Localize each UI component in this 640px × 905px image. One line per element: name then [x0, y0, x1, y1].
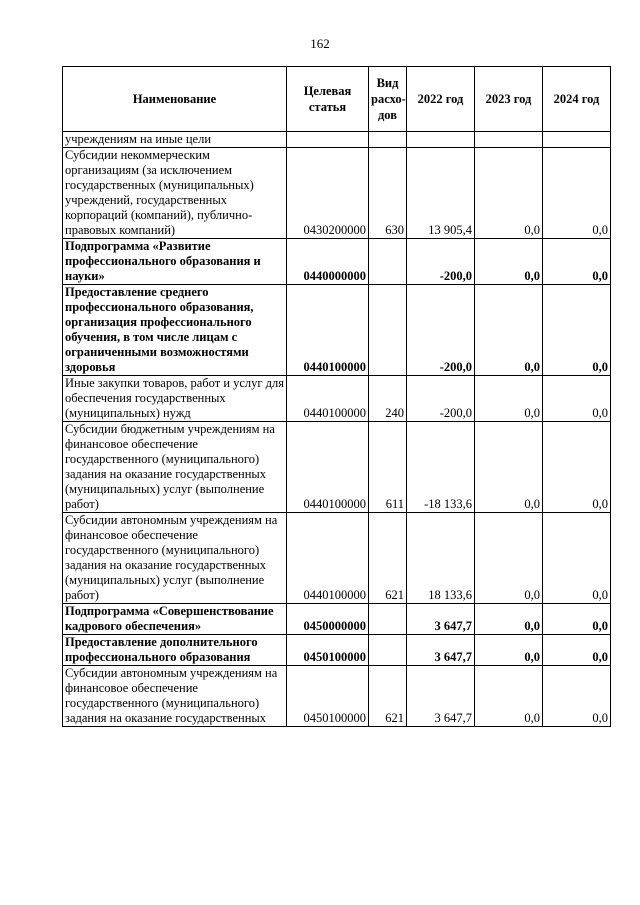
table-row [63, 635, 611, 666]
row-name: учреждениям на иные цели [63, 132, 287, 148]
header-2023: 2023 год [475, 67, 543, 132]
row-code: 0430200000 [287, 148, 369, 239]
row-2024: 0,0 [543, 604, 611, 635]
row-2022: 3 647,7 [407, 635, 475, 666]
table-row [63, 376, 611, 422]
row-2024: 0,0 [543, 666, 611, 727]
row-name: Субсидии некоммерческим организациям (за исключением государственных (муниципальных) учреждений, государственных корпораций (компаний), публично-правовых компаний) [63, 148, 287, 239]
header-2024: 2024 год [543, 67, 611, 132]
table-row [63, 239, 611, 285]
row-2023 [475, 132, 543, 148]
row-2023: 0,0 [475, 513, 543, 604]
row-name: Подпрограмма «Совершенствование кадрового обеспечения» [63, 604, 287, 635]
row-name: Иные закупки товаров, работ и услуг для обеспечения государственных (муниципальных) нужд [63, 376, 287, 422]
row-2024: 0,0 [543, 376, 611, 422]
row-code: 0450000000 [287, 604, 369, 635]
table-row [63, 666, 611, 727]
table-row [63, 148, 611, 239]
row-name: Предоставление дополнительного профессионального образования [63, 635, 287, 666]
row-2023: 0,0 [475, 666, 543, 727]
table-row [63, 132, 611, 148]
row-2024 [543, 132, 611, 148]
row-kind: 611 [369, 422, 407, 513]
row-2023: 0,0 [475, 635, 543, 666]
row-2023: 0,0 [475, 148, 543, 239]
row-kind [369, 239, 407, 285]
table-row [63, 285, 611, 376]
row-kind [369, 635, 407, 666]
row-code: 0440000000 [287, 239, 369, 285]
row-kind: 240 [369, 376, 407, 422]
row-2024: 0,0 [543, 148, 611, 239]
row-2024: 0,0 [543, 285, 611, 376]
table-header-row [63, 67, 611, 132]
row-2022: 3 647,7 [407, 666, 475, 727]
row-2022: 18 133,6 [407, 513, 475, 604]
row-kind: 630 [369, 148, 407, 239]
row-code: 0440100000 [287, 422, 369, 513]
row-2024: 0,0 [543, 513, 611, 604]
row-2022: -18 133,6 [407, 422, 475, 513]
table-row [63, 513, 611, 604]
row-2022 [407, 132, 475, 148]
row-2023: 0,0 [475, 604, 543, 635]
row-name: Субсидии автономным учреждениям на финансовое обеспечение государственного (муниципального) задания на оказание государственных [63, 666, 287, 727]
row-2022: -200,0 [407, 285, 475, 376]
row-2022: -200,0 [407, 239, 475, 285]
header-name: Наименование [63, 67, 287, 132]
row-kind [369, 285, 407, 376]
row-name: Субсидии бюджетным учреждениям на финансовое обеспечение государственного (муниципального) задания на оказание государственных (муниципальных) услуг (выполнение работ) [63, 422, 287, 513]
row-code: 0440100000 [287, 376, 369, 422]
row-2024: 0,0 [543, 635, 611, 666]
header-2022: 2022 год [407, 67, 475, 132]
row-2024: 0,0 [543, 239, 611, 285]
row-2024: 0,0 [543, 422, 611, 513]
table-row [63, 604, 611, 635]
row-name: Субсидии автономным учреждениям на финансовое обеспечение государственного (муниципального) задания на оказание государственных (муниципальных) услуг (выполнение работ) [63, 513, 287, 604]
page-number: 162 [310, 36, 330, 51]
row-kind [369, 604, 407, 635]
header-kind: Вид расхо-дов [369, 67, 407, 132]
budget-table [62, 66, 611, 727]
row-name: Предоставление среднего профессионального образования, организация профессионального обучения, в том числе лицам с ограниченными возможностями здоровья [63, 285, 287, 376]
row-code [287, 132, 369, 148]
row-name: Подпрограмма «Развитие профессионального образования и науки» [63, 239, 287, 285]
row-code: 0440100000 [287, 285, 369, 376]
row-2023: 0,0 [475, 376, 543, 422]
row-kind: 621 [369, 666, 407, 727]
row-2022: 3 647,7 [407, 604, 475, 635]
row-2022: 13 905,4 [407, 148, 475, 239]
row-kind: 621 [369, 513, 407, 604]
row-code: 0450100000 [287, 635, 369, 666]
row-code: 0450100000 [287, 666, 369, 727]
header-target: Целевая статья [287, 67, 369, 132]
row-2023: 0,0 [475, 422, 543, 513]
row-code: 0440100000 [287, 513, 369, 604]
row-2022: -200,0 [407, 376, 475, 422]
table-row [63, 422, 611, 513]
row-2023: 0,0 [475, 285, 543, 376]
row-2023: 0,0 [475, 239, 543, 285]
row-kind [369, 132, 407, 148]
